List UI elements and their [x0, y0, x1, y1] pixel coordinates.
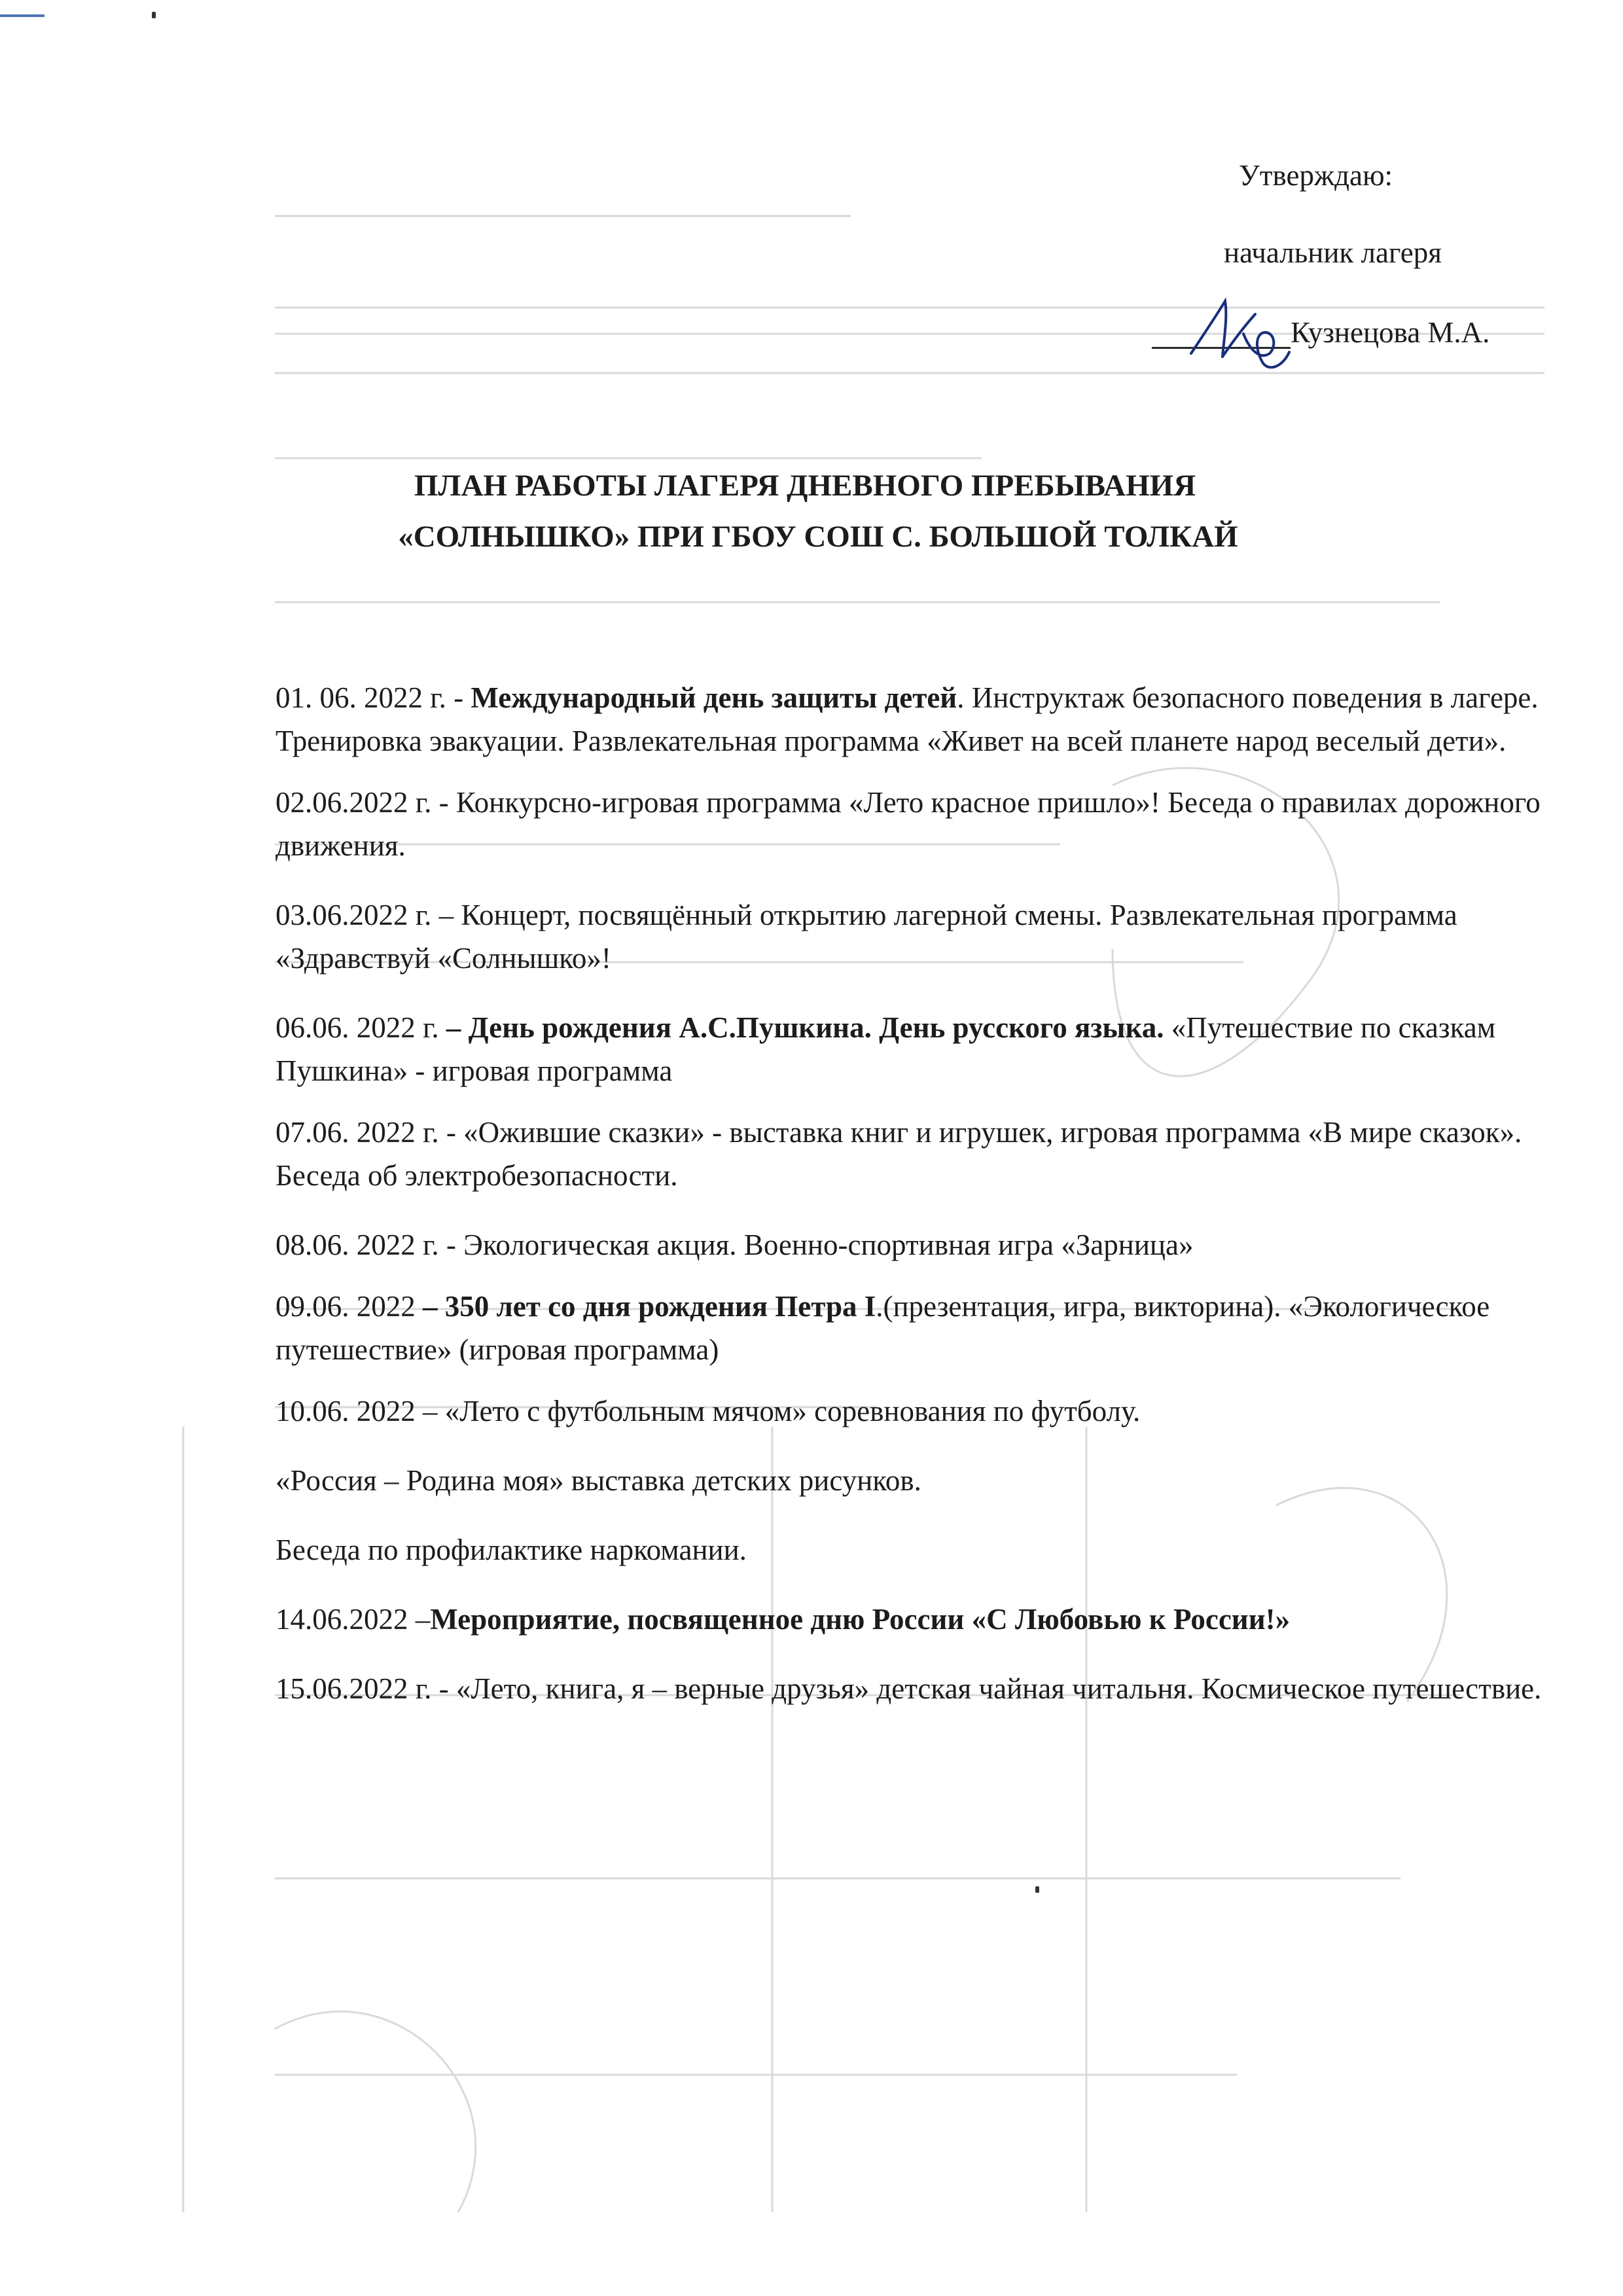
- entry-date: 02.06.2022 г. -: [276, 786, 456, 819]
- entry-date: 08.06. 2022 г. -: [276, 1229, 464, 1261]
- entry-text: «Россия – Родина моя» выставка детских рисунков.: [276, 1464, 921, 1497]
- schedule-entry: [276, 1223, 1558, 1266]
- entry-highlight: Мероприятие, посвященное дню России «С Любовью к России!»: [430, 1603, 1291, 1636]
- entry-date: 15.06.2022 г. -: [276, 1672, 456, 1705]
- scan-speck: [152, 12, 156, 18]
- approval-name: Кузнецова М.А.: [1291, 316, 1490, 349]
- handwritten-signature: [1185, 288, 1296, 373]
- entry-highlight: – 350 лет со дня рождения Петра I: [423, 1290, 876, 1323]
- document-title-line-2: «СОЛНЫШКО» ПРИ ГБОУ СОШ С. БОЛЬШОЙ ТОЛКАЙ: [398, 520, 1238, 554]
- entry-text: «Путешествие по сказкам Пушкина» - игровая программа: [276, 1011, 1496, 1087]
- schedule-list: [276, 676, 1558, 1710]
- entry-date: 10.06. 2022 –: [276, 1395, 445, 1427]
- entry-date: 14.06.2022 –: [276, 1603, 431, 1636]
- schedule-entry: [276, 1285, 1558, 1371]
- entry-date: 06.06. 2022 г.: [276, 1011, 446, 1044]
- schedule-entry: [276, 1667, 1558, 1710]
- scan-speck: [1035, 1886, 1039, 1893]
- entry-text: Концерт, посвящённый открытию лагерной смены. Развлекательная программа «Здравствуй «Солнышко»!: [276, 899, 1457, 975]
- entry-text: . Инструктаж безопасного поведения в лагере. Тренировка эвакуации. Развлекательная программа «Живет на всей планете народ веселый дети».: [276, 681, 1539, 757]
- entry-text: «Лето с футбольным мячом» соревнования по футболу.: [444, 1395, 1141, 1427]
- schedule-entry: [276, 1006, 1558, 1092]
- entry-date: 01. 06. 2022 г. -: [276, 681, 471, 714]
- schedule-entry: [276, 1598, 1558, 1641]
- entry-text: Экологическая акция. Военно-спортивная игра «Зарница»: [463, 1229, 1194, 1261]
- schedule-entry: [276, 676, 1558, 762]
- scan-edge-mark: [0, 14, 45, 17]
- schedule-entry: [276, 1390, 1558, 1433]
- schedule-entry: [276, 1528, 1558, 1571]
- entry-text: Беседа по профилактике наркомании.: [276, 1534, 747, 1566]
- entry-date: 07.06. 2022 г. -: [276, 1116, 464, 1149]
- entry-date: 03.06.2022 г. –: [276, 899, 461, 931]
- entry-date: 09.06. 2022: [276, 1290, 423, 1323]
- schedule-entry: [276, 893, 1558, 980]
- entry-highlight: – День рождения А.С.Пушкина. День русского языка.: [446, 1011, 1164, 1044]
- entry-text: .(презентация, игра, викторина). «Экологическое путешествие» (игровая программа): [276, 1290, 1490, 1366]
- schedule-entry: [276, 781, 1558, 867]
- schedule-entry: [276, 1111, 1558, 1197]
- entry-highlight: Международный день защиты детей: [471, 681, 957, 714]
- approval-title: Утверждаю:: [1239, 159, 1393, 192]
- document-title-line-1: ПЛАН РАБОТЫ ЛАГЕРЯ ДНЕВНОГО ПРЕБЫВАНИЯ: [414, 469, 1196, 503]
- approval-role: начальник лагеря: [1224, 236, 1442, 269]
- entry-text: «Ожившие сказки» - выставка книг и игрушек, игровая программа «В мире сказок». Беседа об электробезопасности.: [276, 1116, 1522, 1192]
- entry-text: «Лето, книга, я – верные друзья» детская чайная читальня. Космическое путешествие.: [455, 1672, 1542, 1705]
- schedule-entry: [276, 1459, 1558, 1502]
- entry-text: Конкурсно-игровая программа «Лето красное пришло»! Беседа о правилах дорожного движения.: [276, 786, 1541, 862]
